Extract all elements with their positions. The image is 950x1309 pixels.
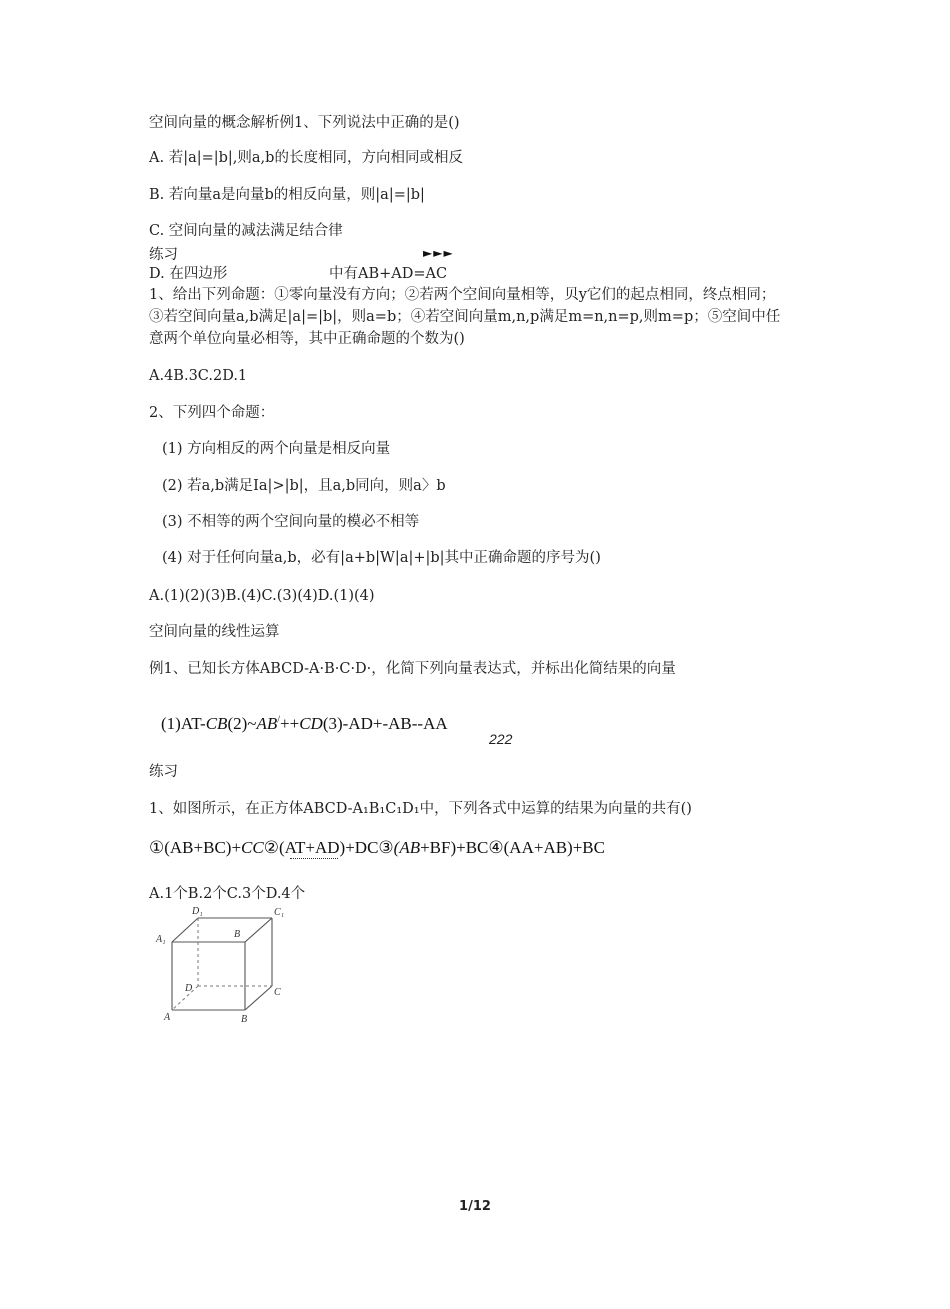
expression-line-2: ①(AB+BC)+CC②(AT+AD)+DC③(AB+BF)+BC④(AA+AB)+BC bbox=[149, 838, 605, 857]
cube-figure bbox=[150, 900, 290, 1030]
practice-question-1: 1、给出下列命题：①零向量没有方向；②若两个空间向量相等，贝y它们的起点相同，终点相同；③若空间向量a,b满足|a|=|b|，则a=b；④若空间向量m,n,p满足m=n,n=p,则m=p；⑤空间中任意两个单位向量必相等，其中正确命题的个数为() bbox=[149, 287, 781, 347]
vertex-label-a1: A₁ bbox=[156, 934, 166, 945]
vertex-label-c1: C₁ bbox=[274, 907, 285, 918]
vector-arrows: ►►► bbox=[423, 246, 454, 260]
vertex-label-b1: B bbox=[234, 929, 241, 940]
option-b: B. 若向量a是向量b的相反向量，则|a|=|b| bbox=[149, 187, 425, 203]
option-d-clipped bbox=[149, 260, 509, 282]
option-d-text: D. 在四边形 bbox=[149, 266, 228, 282]
question-2: 2、下列四个命题： bbox=[149, 405, 275, 421]
proposition-2: (2) 若a,b满足Ia|>|b|，且a,b同向，则a〉b bbox=[162, 478, 446, 494]
vertex-label-d: D bbox=[185, 983, 193, 994]
vertex-label-d1: D₁ bbox=[192, 906, 203, 917]
vertex-label-c: C bbox=[274, 987, 281, 998]
page-number: 1/12 bbox=[459, 1199, 491, 1214]
practice-label-2: 练习 bbox=[149, 764, 178, 780]
dotted-underline bbox=[290, 858, 338, 859]
expression-line-1: (1)AT-CB(2)~AB/++CD(3)-AD+-AB--AA bbox=[161, 714, 448, 733]
vertex-label-a: A bbox=[164, 1012, 171, 1023]
practice-label-1: 练习 bbox=[149, 247, 178, 263]
answer-options-1: A.4B.3C.2D.1 bbox=[149, 368, 248, 384]
expression-subscripts: 222 bbox=[489, 731, 513, 747]
heading-concept-example: 空间向量的概念解析例1、下列说法中正确的是() bbox=[149, 115, 460, 131]
proposition-3: (3) 不相等的两个空间向量的模必不相等 bbox=[162, 514, 420, 530]
proposition-4: (4) 对于任何向量a,b，必有|a+b|W|a|+|b|其中正确命题的序号为() bbox=[162, 550, 601, 566]
answer-options-2: A.(1)(2)(3)B.(4)C.(3)(4)D.(1)(4) bbox=[149, 588, 375, 604]
option-a: A. 若|a|=|b|,则a,b的长度相同，方向相同或相反 bbox=[149, 150, 463, 166]
example-1: 例1、已知长方体ABCD-A·B·C·D·，化简下列向量表达式，并标出化简结果的向量 bbox=[149, 661, 676, 677]
practice-question-cube: 1、如图所示，在正方体ABCD-A₁B₁C₁D₁中，下列各式中运算的结果为向量的共有() bbox=[149, 801, 692, 817]
answer-options-3: A.1个B.2个C.3个D.4个 bbox=[149, 886, 306, 902]
option-d-formula: 中有AB+AD=AC bbox=[329, 266, 448, 282]
proposition-1: (1) 方向相反的两个向量是相反向量 bbox=[162, 441, 391, 457]
heading-linear-ops: 空间向量的线性运算 bbox=[149, 624, 280, 640]
option-c: C. 空间向量的减法满足结合律 bbox=[149, 223, 343, 239]
cube-edge bbox=[172, 918, 198, 942]
cube-edge bbox=[245, 918, 272, 942]
cube-edge bbox=[245, 986, 272, 1010]
vertex-label-b: B bbox=[241, 1014, 248, 1025]
